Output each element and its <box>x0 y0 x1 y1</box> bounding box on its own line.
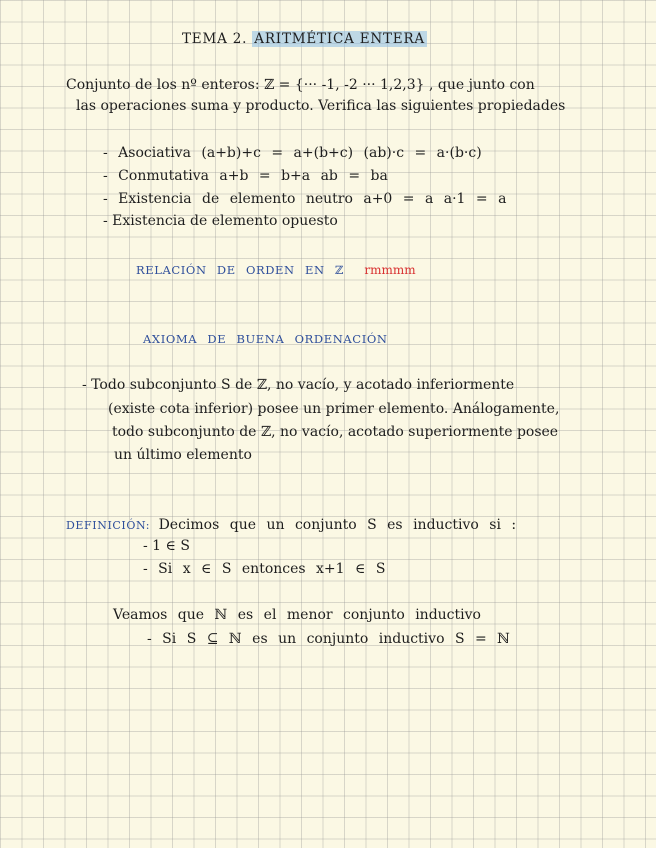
relation-heading: RELACIÓN DE ORDEN EN ℤ <box>136 263 344 277</box>
axiom-line-2: (existe cota inferior) posee un primer elemento. Análogamente, <box>108 401 560 417</box>
property-associative: - Asociativa (a+b)+c = a+(b+c) (ab)·c = a·(b·c) <box>103 145 482 161</box>
intro-line-2: las operaciones suma y producto. Verifica las siguientes propiedades <box>76 98 566 114</box>
observation: Veamos que ℕ es el menor conjunto inductivo <box>113 607 481 623</box>
definition-item-2: - Si x ∈ S entonces x+1 ∈ S <box>143 561 386 577</box>
definition-label: DEFINICIÓN: <box>66 519 151 532</box>
definition-text: Decimos que un conjunto S es inductivo si : <box>158 517 517 533</box>
axiom-line-4: un último elemento <box>114 447 252 463</box>
relation-scribble: rmmmm <box>364 263 416 277</box>
axiom-heading: AXIOMA DE BUENA ORDENACIÓN <box>143 332 388 346</box>
axiom-line-1: - Todo subconjunto S de ℤ, no vacío, y acotado inferiormente <box>82 377 515 393</box>
relation-heading-row <box>136 261 416 279</box>
axiom-line-3: todo subconjunto de ℤ, no vacío, acotado superiormente posee <box>112 424 559 440</box>
property-neutral-element: - Existencia de elemento neutro a+0 = a a·1 = a <box>103 191 507 207</box>
page-title <box>182 30 427 48</box>
observation-item: - Si S ⊆ ℕ es un conjunto inductivo S = ℕ <box>147 631 510 647</box>
title-main: ARITMÉTICA ENTERA <box>254 31 425 47</box>
intro-line-1: Conjunto de los nº enteros: ℤ = {··· -1, -2 ··· 1,2,3} , que junto con <box>66 77 535 93</box>
definition-item-1: - 1 ∈ S <box>143 538 190 554</box>
property-opposite-element: - Existencia de elemento opuesto <box>103 213 338 229</box>
definition-row <box>66 516 516 535</box>
title-prefix: TEMA 2. <box>182 31 248 47</box>
property-commutative: - Conmutativa a+b = b+a ab = ba <box>103 168 388 184</box>
